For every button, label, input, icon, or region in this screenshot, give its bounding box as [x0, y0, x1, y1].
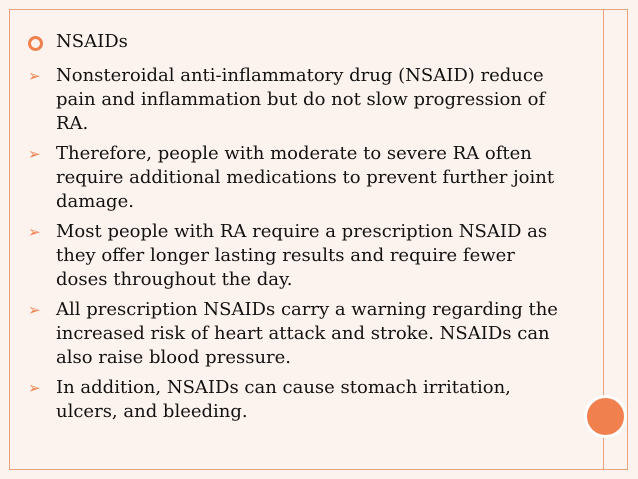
- list-item: [28, 376, 568, 424]
- list-item: [28, 142, 568, 214]
- list-item-text: Most people with RA require a prescription NSAID as they offer longer lasting results and require fewer doses throughout the day.: [56, 221, 548, 290]
- decorative-circle: [584, 395, 627, 438]
- list-item-text: Nonsteroidal anti-inflammatory drug (NSAID) reduce pain and inflammation but do not slow progression of RA.: [56, 65, 546, 134]
- list-item-text: In addition, NSAIDs can cause stomach irritation, ulcers, and bleeding.: [56, 377, 511, 422]
- list-item: [28, 220, 568, 292]
- list-item-text: NSAIDs: [56, 31, 128, 52]
- arrow-bullet-icon: ➢: [28, 301, 41, 319]
- list-item-text: All prescription NSAIDs carry a warning regarding the increased risk of heart attack and stroke. NSAIDs can also raise blood pressure.: [56, 299, 558, 368]
- arrow-bullet-icon: ➢: [28, 145, 41, 163]
- list-item: [28, 30, 568, 58]
- list-item: [28, 64, 568, 136]
- arrow-bullet-icon: ➢: [28, 379, 41, 397]
- bullet-list: [28, 30, 568, 430]
- list-item: [28, 298, 568, 370]
- list-item-text: Therefore, people with moderate to severe RA often require additional medications to prevent further joint damage.: [56, 143, 555, 212]
- ring-bullet-icon: [28, 30, 56, 58]
- arrow-bullet-icon: ➢: [28, 223, 41, 241]
- arrow-bullet-icon: ➢: [28, 67, 41, 85]
